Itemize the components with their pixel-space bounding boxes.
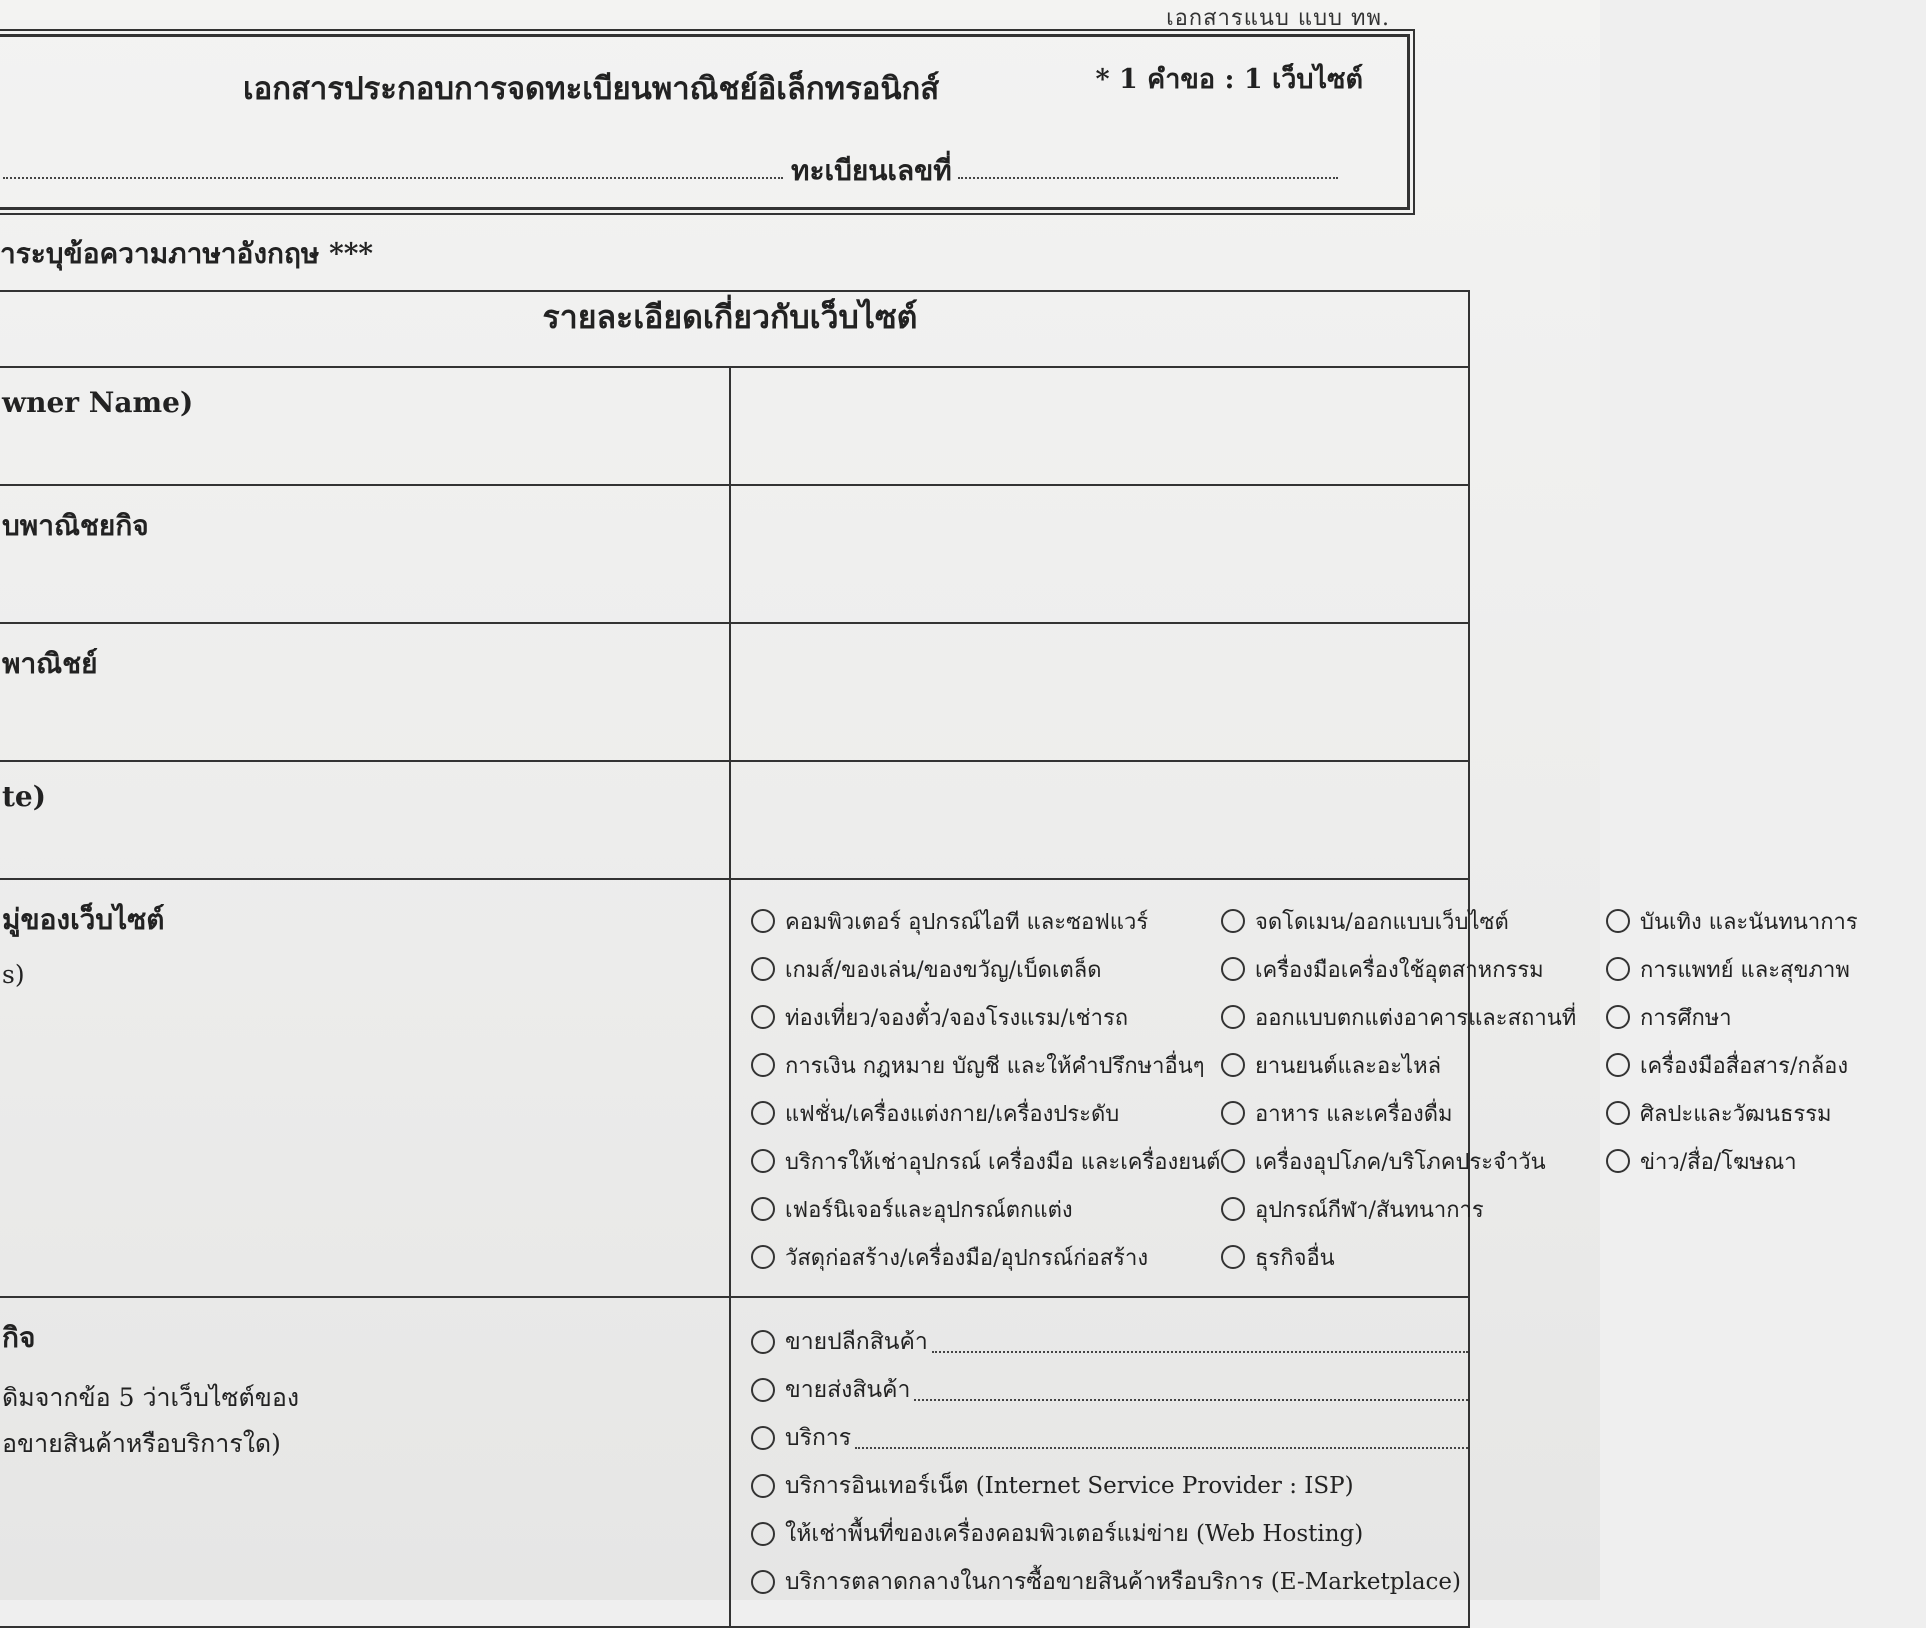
category-option[interactable] [1606, 950, 1926, 988]
radio-circle-icon[interactable] [751, 1378, 775, 1402]
category-option [1606, 1190, 1926, 1228]
category-options-cell [730, 879, 1858, 1297]
radio-circle-icon[interactable] [1606, 1053, 1630, 1077]
category-option[interactable] [751, 1190, 1221, 1228]
category-sublabel: s) [2, 960, 25, 989]
radio-circle-icon[interactable] [1606, 1101, 1630, 1125]
radio-circle-icon[interactable] [1221, 1197, 1245, 1221]
category-option[interactable] [751, 1046, 1221, 1084]
category-option-label: เกมส์/ของเล่น/ของขวัญ/เบ็ดเตล็ด [785, 957, 1102, 983]
category-option[interactable] [1221, 998, 1606, 1036]
business-type-option[interactable] [751, 1510, 1468, 1558]
per-request-note: * 1 คำขอ : 1 เว็บไซต์ [1095, 64, 1363, 95]
business-operator-cell [730, 485, 1469, 623]
radio-circle-icon[interactable] [751, 1522, 775, 1546]
category-option-label: ยานยนต์และอะไหล่ [1255, 1053, 1442, 1079]
category-option-label: วัสดุก่อสร้าง/เครื่องมือ/อุปกรณ์ก่อสร้าง [785, 1245, 1149, 1271]
business-type-option-label: ให้เช่าพื้นที่ของเครื่องคอมพิวเตอร์แม่ข่าย (Web Hosting) [785, 1521, 1364, 1547]
business-type-option-label: ขายปลีกสินค้า [785, 1329, 928, 1355]
category-option[interactable] [1221, 902, 1606, 940]
business-type-option-label: บริการอินเทอร์เน็ต (Internet Service Provider : ISP) [785, 1473, 1354, 1499]
radio-circle-icon[interactable] [751, 1426, 775, 1450]
category-option[interactable] [1606, 1046, 1926, 1084]
business-type-option-label: บริการตลาดกลางในการซื้อขายสินค้าหรือบริการ (E-Marketplace) [785, 1569, 1461, 1595]
category-label-cell [0, 879, 730, 1297]
detail-fill-line[interactable] [932, 1331, 1468, 1353]
radio-circle-icon[interactable] [751, 1149, 775, 1173]
category-option-label: ธุรกิจอื่น [1255, 1245, 1335, 1271]
website-cell [730, 761, 1469, 879]
commerce-cell [730, 623, 1469, 761]
category-option-label: ศิลปะและวัฒนธรรม [1640, 1101, 1832, 1127]
document-title: เอกสารประกอบการจดทะเบียนพาณิชย์อิเล็กทรอนิกส์ [243, 71, 940, 107]
category-option[interactable] [751, 1238, 1221, 1276]
category-option[interactable] [1221, 1094, 1606, 1132]
category-option[interactable] [1221, 1190, 1606, 1228]
radio-circle-icon[interactable] [1606, 1005, 1630, 1029]
category-option-label: เครื่องอุปโภค/บริโภคประจำวัน [1255, 1149, 1546, 1175]
radio-circle-icon[interactable] [1221, 909, 1245, 933]
category-options [731, 880, 1858, 1296]
owner-name-cell [730, 367, 1469, 485]
category-option[interactable] [1606, 1094, 1926, 1132]
name-fill-line[interactable] [3, 157, 783, 179]
radio-circle-icon[interactable] [751, 1474, 775, 1498]
category-option-label: จดโดเมน/ออกแบบเว็บไซต์ [1255, 909, 1509, 935]
category-option[interactable] [1221, 1046, 1606, 1084]
english-note: าระบุข้อความภาษาอังกฤษ *** [0, 237, 374, 270]
category-option-label: แฟชั่น/เครื่องแต่งกาย/เครื่องประดับ [785, 1101, 1120, 1127]
category-option-label: การแพทย์ และสุขภาพ [1640, 957, 1850, 983]
category-option-label: อาหาร และเครื่องดื่ม [1255, 1101, 1453, 1127]
category-option-label: ข่าว/สื่อ/โฆษณา [1640, 1149, 1797, 1175]
business-type-option[interactable] [751, 1366, 1468, 1414]
category-option-label: เครื่องมือเครื่องใช้อุตสาหกรรม [1255, 957, 1544, 983]
category-option-label: เฟอร์นิเจอร์และอุปกรณ์ตกแต่ง [785, 1197, 1073, 1223]
business-type-label-cell [0, 1297, 730, 1627]
radio-circle-icon[interactable] [751, 1330, 775, 1354]
category-option[interactable] [1221, 1142, 1606, 1180]
category-option-label: บันเทิง และนันทนาการ [1640, 909, 1858, 935]
detail-fill-line[interactable] [914, 1379, 1468, 1401]
owner-name-label: wner Name) [0, 367, 730, 485]
category-option[interactable] [751, 1142, 1221, 1180]
header-box [0, 34, 1410, 210]
section-title: รายละเอียดเกี่ยวกับเว็บไซต์ [0, 291, 1469, 367]
owner-name-input[interactable] [741, 374, 1462, 436]
radio-circle-icon[interactable] [751, 1570, 775, 1594]
radio-circle-icon[interactable] [751, 957, 775, 981]
category-option[interactable] [1606, 1142, 1926, 1180]
commerce-label: พาณิชย์ [0, 623, 730, 761]
website-details-table [0, 290, 1858, 1628]
radio-circle-icon[interactable] [1221, 1245, 1245, 1269]
category-option-label: การเงิน กฎหมาย บัญชี และให้คำปรึกษาอื่นๆ [785, 1053, 1205, 1079]
category-option-label: การศึกษา [1640, 1005, 1732, 1031]
category-option[interactable] [1221, 950, 1606, 988]
category-option[interactable] [1606, 902, 1926, 940]
business-type-option[interactable] [751, 1558, 1468, 1606]
radio-circle-icon[interactable] [1221, 957, 1245, 981]
category-option-label: อุปกรณ์กีฬา/สันทนาการ [1255, 1197, 1484, 1223]
radio-circle-icon[interactable] [751, 1197, 775, 1221]
detail-fill-line[interactable] [855, 1427, 1468, 1449]
website-input[interactable] [741, 768, 1462, 830]
category-option[interactable] [751, 998, 1221, 1036]
radio-circle-icon[interactable] [751, 1005, 775, 1029]
attachment-note: เอกสารแนบ แบบ ทพ. [1166, 6, 1390, 31]
category-option-label: คอมพิวเตอร์ อุปกรณ์ไอที และซอฟแวร์ [785, 909, 1149, 935]
business-type-option[interactable] [751, 1414, 1468, 1462]
business-type-label: กิจ [2, 1321, 36, 1354]
business-type-options-cell [730, 1297, 1469, 1627]
radio-circle-icon[interactable] [1606, 957, 1630, 981]
radio-circle-icon[interactable] [751, 1245, 775, 1269]
category-option[interactable] [751, 950, 1221, 988]
category-option[interactable] [751, 902, 1221, 940]
business-type-note-line1: ดิมจากข้อ 5 ว่าเว็บไซต์ของ [2, 1383, 300, 1412]
registration-number-line[interactable] [958, 157, 1338, 179]
radio-circle-icon[interactable] [1221, 1005, 1245, 1029]
radio-circle-icon[interactable] [1221, 1101, 1245, 1125]
business-operator-input[interactable] [741, 492, 1462, 554]
business-type-options [731, 1298, 1468, 1626]
radio-circle-icon[interactable] [751, 1053, 775, 1077]
business-type-option[interactable] [751, 1462, 1468, 1510]
category-option-label: บริการให้เช่าอุปกรณ์ เครื่องมือ และเครื่องยนต์ [785, 1149, 1221, 1175]
category-option [1606, 1238, 1926, 1276]
radio-circle-icon[interactable] [1221, 1149, 1245, 1173]
business-operator-label: บพาณิชยกิจ [0, 485, 730, 623]
category-label: มู่ของเว็บไซต์ [2, 903, 165, 936]
business-type-note-line2: อขายสินค้าหรือบริการใด) [2, 1429, 281, 1458]
radio-circle-icon[interactable] [751, 1101, 775, 1125]
category-option[interactable] [751, 1094, 1221, 1132]
category-option-label: เครื่องมือสื่อสาร/กล้อง [1640, 1053, 1849, 1079]
radio-circle-icon[interactable] [1606, 1149, 1630, 1173]
category-option[interactable] [1606, 998, 1926, 1036]
registration-label: ทะเบียนเลขที่ [791, 154, 952, 187]
business-type-option-label: บริการ [785, 1425, 852, 1451]
radio-circle-icon[interactable] [1606, 909, 1630, 933]
category-option[interactable] [1221, 1238, 1606, 1276]
category-option-label: ท่องเที่ยว/จองตั๋ว/จองโรงแรม/เช่ารถ [785, 1005, 1129, 1031]
radio-circle-icon[interactable] [751, 909, 775, 933]
website-label: te) [0, 761, 730, 879]
radio-circle-icon[interactable] [1221, 1053, 1245, 1077]
business-type-option[interactable] [751, 1318, 1468, 1366]
business-type-option-label: ขายส่งสินค้า [785, 1377, 911, 1403]
category-option-label: ออกแบบตกแต่งอาคารและสถานที่ [1255, 1005, 1577, 1031]
commerce-input[interactable] [741, 630, 1462, 692]
